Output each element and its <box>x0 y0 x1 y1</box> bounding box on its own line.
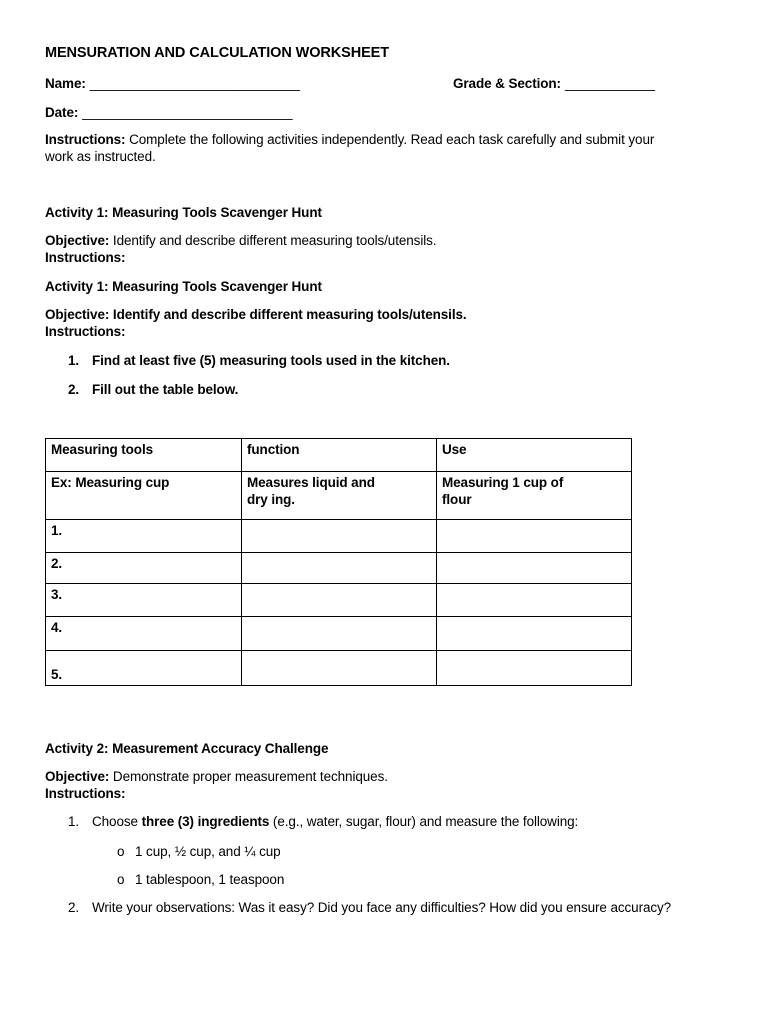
use-cell-empty[interactable] <box>437 617 632 651</box>
grade-section-label: Grade & Section: <box>453 76 561 91</box>
table-example-row <box>46 472 632 520</box>
table-row <box>46 584 632 617</box>
objective-text: Demonstrate proper measurement techniques. <box>109 769 388 784</box>
activity2-step-1 <box>45 813 693 830</box>
activity1-step-1 <box>45 352 695 369</box>
bullet-text: 1 cup, ½ cup, and ¼ cup <box>135 844 281 859</box>
instructions-label: Instructions: <box>45 786 126 801</box>
table-row <box>46 617 632 651</box>
bullet-item-cups <box>117 843 695 860</box>
activity1-objective-block-first <box>45 232 693 266</box>
table-row <box>46 651 632 686</box>
date-blank-line[interactable]: ____________________________ <box>82 105 293 120</box>
objective-line-bold: Objective: Identify and describe different measuring tools/utensils. <box>45 307 467 322</box>
date-label: Date: <box>45 105 79 120</box>
grade-section-blank-line[interactable]: ____________ <box>564 76 656 91</box>
row-number-cell[interactable]: 4. <box>46 617 242 651</box>
name-blank-line[interactable]: ____________________________ <box>89 76 300 91</box>
objective-text: Identify and describe different measuring tools/utensils. <box>109 233 437 248</box>
objective-line <box>45 232 693 249</box>
step-number: 1. <box>68 353 80 368</box>
row-number-cell[interactable]: 3. <box>46 584 242 617</box>
activity1-heading-first: Activity 1: Measuring Tools Scavenger Hunt <box>45 205 322 220</box>
activity1-step-2 <box>45 381 695 398</box>
use-cell-empty[interactable] <box>437 651 632 686</box>
function-cell-empty[interactable] <box>242 584 437 617</box>
function-cell-empty[interactable] <box>242 553 437 584</box>
step-text-suffix: (e.g., water, sugar, flour) and measure the following: <box>269 814 579 829</box>
step-text-bold: three (3) ingredients <box>141 814 270 829</box>
objective-label: Objective: <box>45 233 110 248</box>
function-cell-empty[interactable] <box>242 520 437 553</box>
step-number: 1. <box>68 814 80 829</box>
col-header-measuring-tools: Measuring tools <box>46 439 242 472</box>
step-text-prefix: Choose <box>92 814 142 829</box>
step-text: Write your observations: Was it easy? Did you face any difficulties? How did you ensure accuracy? <box>92 900 672 915</box>
row-number-cell[interactable]: 5. <box>46 651 242 686</box>
activity1-heading-repeat: Activity 1: Measuring Tools Scavenger Hunt <box>45 279 322 294</box>
activity2-step-2 <box>45 899 693 916</box>
step-text <box>92 813 578 830</box>
activity1-objective-block-repeat <box>45 306 693 340</box>
instructions-text: Complete the following activities independently. Read each task carefully and submit your work as instructed. <box>45 132 655 164</box>
measuring-tools-table <box>45 438 632 686</box>
example-function-cell: Measures liquid and dry ing. <box>242 472 437 520</box>
grade-section-block <box>453 75 655 92</box>
use-cell-empty[interactable] <box>437 520 632 553</box>
step-number: 2. <box>68 900 80 915</box>
objective-label: Objective: <box>45 769 110 784</box>
table-header-row <box>46 439 632 472</box>
step-text: Find at least five (5) measuring tools used in the kitchen. <box>92 353 450 368</box>
name-grade-row <box>45 75 695 92</box>
instructions-label: Instructions: <box>45 132 126 147</box>
table-row <box>46 520 632 553</box>
page-title: MENSURATION AND CALCULATION WORKSHEET <box>45 45 390 61</box>
activity2-objective-block <box>45 768 693 802</box>
name-label: Name: <box>45 76 86 91</box>
activity2-heading: Activity 2: Measurement Accuracy Challenge <box>45 741 329 756</box>
example-tool-cell: Ex: Measuring cup <box>46 472 242 520</box>
row-number-cell[interactable]: 2. <box>46 553 242 584</box>
general-instructions <box>45 131 675 165</box>
date-row <box>45 104 695 121</box>
use-cell-empty[interactable] <box>437 584 632 617</box>
instructions-label: Instructions: <box>45 324 126 339</box>
instructions-label: Instructions: <box>45 250 126 265</box>
objective-line <box>45 768 693 785</box>
table-row <box>46 553 632 584</box>
function-cell-empty[interactable] <box>242 651 437 686</box>
row-number-cell[interactable]: 1. <box>46 520 242 553</box>
col-header-function: function <box>242 439 437 472</box>
step-text: Fill out the table below. <box>92 382 239 397</box>
bullet-item-spoons <box>117 871 695 888</box>
example-use-cell: Measuring 1 cup of flour <box>437 472 632 520</box>
bullet-text: 1 tablespoon, 1 teaspoon <box>135 872 285 887</box>
function-cell-empty[interactable] <box>242 617 437 651</box>
use-cell-empty[interactable] <box>437 553 632 584</box>
step-number: 2. <box>68 382 80 397</box>
bullet-marker: o <box>117 844 125 859</box>
bullet-marker: o <box>117 872 125 887</box>
col-header-use: Use <box>437 439 632 472</box>
